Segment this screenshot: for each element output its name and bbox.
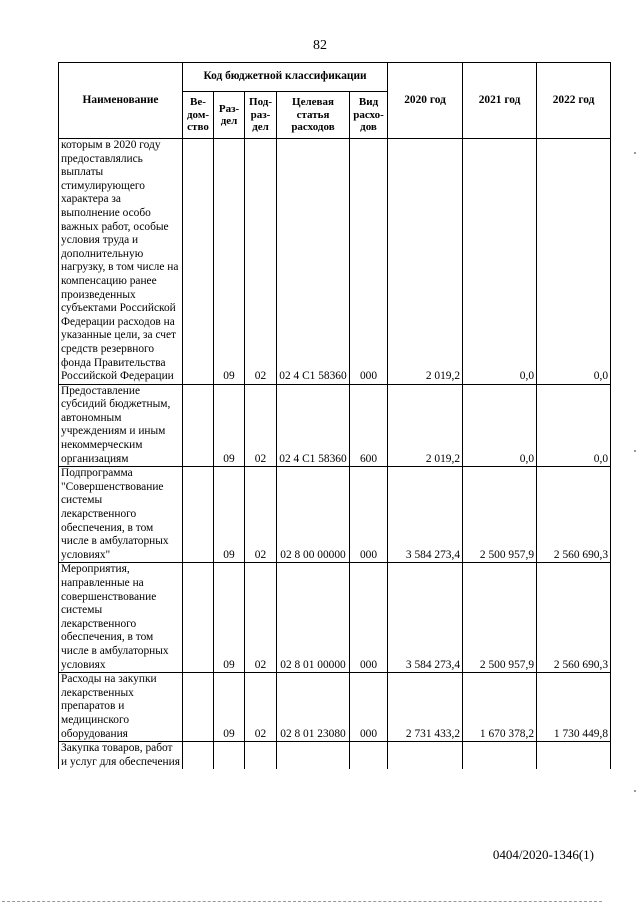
table-row: [59, 673, 611, 742]
row-vid: 000: [350, 139, 388, 385]
row-razdel: 09: [214, 467, 245, 563]
table-row: [59, 139, 611, 385]
row-vedomstvo: [183, 563, 214, 673]
table-row: [59, 563, 611, 673]
row-target: 02 8 01 00000: [277, 563, 350, 673]
row-razdel: 09: [214, 384, 245, 467]
row-name: Подпрограмма "Совершенствование системы лекарственного обеспечения, в том числе в амбулаторных условиях": [59, 467, 183, 563]
row-podrazdel: 02: [245, 563, 277, 673]
row-2021: 2 500 957,9: [463, 563, 537, 673]
header-vid: Вид расхо- дов: [350, 92, 388, 139]
header-row-top: [59, 63, 611, 92]
budget-table: [58, 62, 611, 769]
row-vid: 000: [350, 467, 388, 563]
row-2020: 2 019,2: [388, 384, 463, 467]
header-vedomstvo: Ве- дом- ство: [183, 92, 214, 139]
scan-artifact-dot: [634, 152, 636, 154]
row-name: Расходы на закупки лекарственных препаратов и медицинского оборудования: [59, 673, 183, 742]
row-podrazdel: 02: [245, 139, 277, 385]
row-target: [277, 742, 350, 770]
row-2022: 2 560 690,3: [537, 467, 611, 563]
row-vedomstvo: [183, 139, 214, 385]
row-2022: 2 560 690,3: [537, 563, 611, 673]
scan-artifact-dot: [634, 450, 636, 452]
row-target: 02 4 C1 58360: [277, 139, 350, 385]
row-name: которым в 2020 году предоставлялись выплаты стимулирующего характера за выполнение особо важных работ, особые условия труда и дополнительную нагрузку, в том числе на компенсацию ранее произведенных субъектами Российской Федерации расходов на указанные цели, за счет средств резервного фонда Правительства Российской Федерации: [59, 139, 183, 385]
row-2022: 0,0: [537, 139, 611, 385]
row-vedomstvo: [183, 384, 214, 467]
row-2021: 0,0: [463, 384, 537, 467]
row-vedomstvo: [183, 467, 214, 563]
row-podrazdel: 02: [245, 673, 277, 742]
row-vid: [350, 742, 388, 770]
row-podrazdel: [245, 742, 277, 770]
header-name: Наименование: [59, 63, 183, 139]
header-2020: 2020 год: [388, 63, 463, 139]
table-row: [59, 384, 611, 467]
row-2022: 0,0: [537, 384, 611, 467]
row-razdel: 09: [214, 139, 245, 385]
row-2021: 2 500 957,9: [463, 467, 537, 563]
table-row: [59, 467, 611, 563]
row-name: Предоставление субсидий бюджетным, автономным учреждениям и иным некоммерческим организациям: [59, 384, 183, 467]
row-2020: 2 731 433,2: [388, 673, 463, 742]
row-target: 02 8 01 23080: [277, 673, 350, 742]
header-2022: 2022 год: [537, 63, 611, 139]
row-target: 02 4 C1 58360: [277, 384, 350, 467]
row-name: Мероприятия, направленные на совершенствование системы лекарственного обеспечения, в том числе в амбулаторных условиях: [59, 563, 183, 673]
row-2020: 2 019,2: [388, 139, 463, 385]
row-vid: 000: [350, 563, 388, 673]
row-razdel: 09: [214, 673, 245, 742]
header-target: Целевая статья расходов: [277, 92, 350, 139]
row-vedomstvo: [183, 673, 214, 742]
row-target: 02 8 00 00000: [277, 467, 350, 563]
row-podrazdel: 02: [245, 467, 277, 563]
row-vedomstvo: [183, 742, 214, 770]
header-kbk-group: Код бюджетной классификации: [183, 63, 388, 92]
row-2020: 3 584 273,4: [388, 563, 463, 673]
row-2021: 1 670 378,2: [463, 673, 537, 742]
table-row: [59, 742, 611, 770]
page-number: 82: [313, 38, 327, 53]
header-2021: 2021 год: [463, 63, 537, 139]
row-podrazdel: 02: [245, 384, 277, 467]
row-2020: 3 584 273,4: [388, 467, 463, 563]
row-vid: 600: [350, 384, 388, 467]
scan-artifact-dot: [634, 790, 636, 792]
row-razdel: [214, 742, 245, 770]
row-razdel: 09: [214, 563, 245, 673]
row-2021: 0,0: [463, 139, 537, 385]
row-2020: [388, 742, 463, 770]
header-podrazdel: Под- раз- дел: [245, 92, 277, 139]
header-razdel: Раз- дел: [214, 92, 245, 139]
document-code: 0404/2020-1346(1): [492, 847, 594, 862]
row-2022: 1 730 449,8: [537, 673, 611, 742]
row-name: Закупка товаров, работ и услуг для обеспечения: [59, 742, 183, 770]
scan-artifact-line: [2, 901, 602, 902]
row-2021: [463, 742, 537, 770]
row-2022: [537, 742, 611, 770]
row-vid: 000: [350, 673, 388, 742]
